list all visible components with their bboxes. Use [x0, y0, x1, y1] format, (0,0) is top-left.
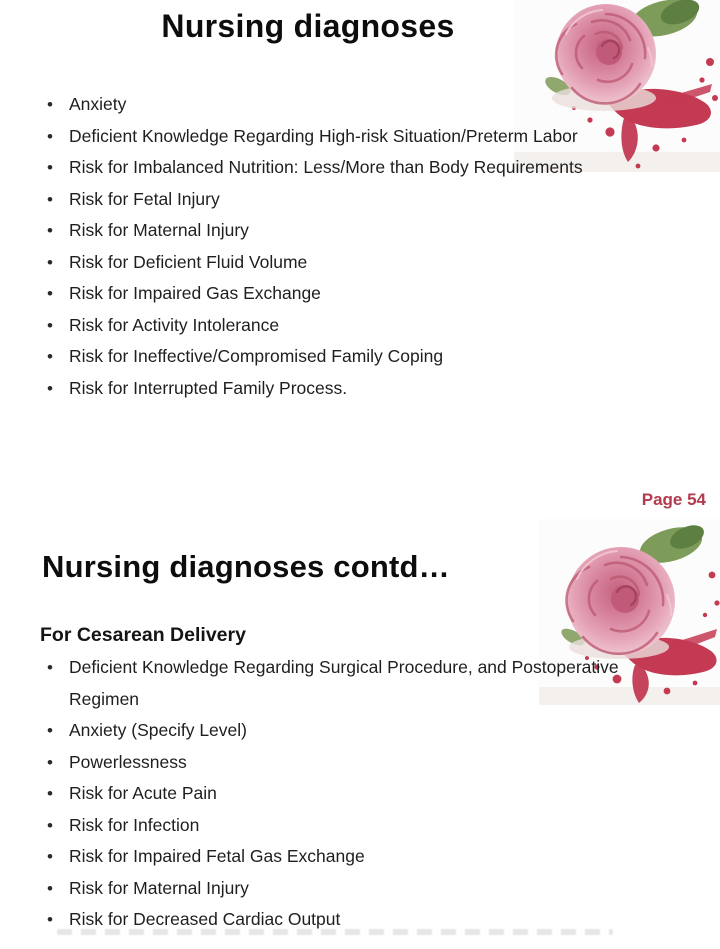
list-item: • Risk for Acute Pain	[40, 778, 630, 810]
list-item: • Risk for Impaired Fetal Gas Exchange	[40, 841, 630, 873]
list-item: • Anxiety	[40, 89, 630, 121]
slide1-title: Nursing diagnoses	[161, 8, 455, 44]
list-item: • Risk for Imbalanced Nutrition: Less/More than Body Requirements	[40, 152, 630, 184]
list-item: • Risk for Maternal Injury	[40, 873, 630, 905]
list-item: • Deficient Knowledge Regarding Surgical Procedure, and Postoperative Regimen	[40, 652, 630, 715]
slide2-subtitle: For Cesarean Delivery	[40, 624, 246, 646]
slide1-bullet-list	[40, 89, 630, 404]
list-item: • Risk for Decreased Cardiac Output	[40, 904, 630, 936]
cutoff-text-remnant	[57, 929, 613, 935]
list-item: • Risk for Deficient Fluid Volume	[40, 247, 630, 279]
list-item: • Risk for Impaired Gas Exchange	[40, 278, 630, 310]
list-item: • Risk for Fetal Injury	[40, 184, 630, 216]
list-item: • Risk for Activity Intolerance	[40, 310, 630, 342]
list-item: • Risk for Infection	[40, 810, 630, 842]
list-item: • Risk for Maternal Injury	[40, 215, 630, 247]
list-item: • Anxiety (Specify Level)	[40, 715, 630, 747]
list-item: • Powerlessness	[40, 747, 630, 779]
list-item: • Deficient Knowledge Regarding High-risk Situation/Preterm Labor	[40, 121, 630, 153]
list-item: • Risk for Interrupted Family Process.	[40, 373, 630, 405]
list-item: • Risk for Ineffective/Compromised Family Coping	[40, 341, 630, 373]
slide2-bullet-list	[40, 652, 630, 936]
page-number-label: Page 54	[641, 490, 706, 509]
slide2-title: Nursing diagnoses contd…	[42, 549, 450, 584]
